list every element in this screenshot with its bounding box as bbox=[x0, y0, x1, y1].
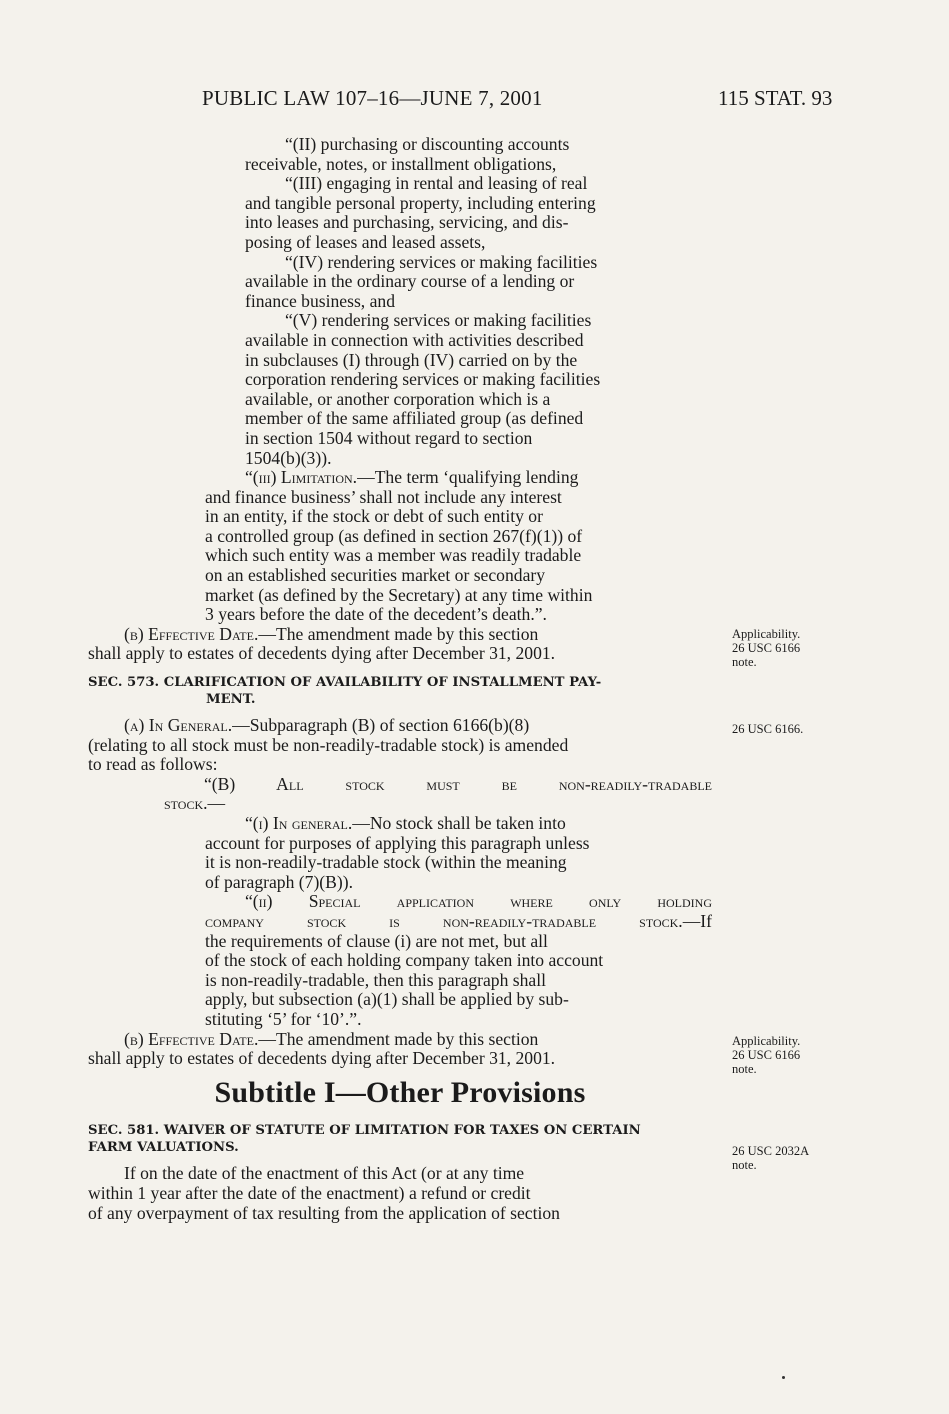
section-573-heading: SEC. 573. CLARIFICATION OF AVAILABILITY OF INSTALLMENT PAY- MENT. bbox=[88, 675, 602, 708]
subclause-V: “(V) rendering services or making facilities available in connection with activities described in subclauses (I) through (IV) carried on by the corporation rendering services or making facilities available, or another corporation which is a member of the same affiliated group (as defined in section 1504 without regard to section 1504(b)(3)). bbox=[245, 310, 601, 468]
effective-date-572: (b) Effective Date.—The amendment made by this section shall apply to estates of decedents dying after December 31, 2001. bbox=[88, 623, 556, 664]
clause-ii-special-application: “(ii) Special application where only holding company stock is non-readily-tradable stock.—If the requirements of clause (i) are not met, but all of the stock of each holding company taken into account is non-readily-tradable, then this paragraph shall apply, but subsection (a)(1) shall be applied by sub- stituting ‘5’ for ‘10’.”. bbox=[205, 891, 712, 1029]
section-573-a: (a) In General.—Subparagraph (B) of section 6166(b)(8) (relating to all stock must be non-readily-tradable stock) is amended to read as follows: bbox=[88, 715, 569, 775]
section-581-body: If on the date of the enactment of this Act (or at any time within 1 year after the date of the enactment) a refund or credit of any overpayment of tax resulting from the application of section bbox=[88, 1163, 560, 1223]
margin-note-applicability-2: Applicability. 26 USC 6166 note. bbox=[732, 1034, 801, 1076]
running-header-title: PUBLIC LAW 107–16—JUNE 7, 2001 bbox=[202, 86, 543, 110]
scan-speck bbox=[782, 1376, 785, 1379]
subclause-IV: “(IV) rendering services or making facilities available in the ordinary course of a lending or finance business, and bbox=[245, 251, 598, 311]
subclause-II: “(II) purchasing or discounting accounts receivable, notes, or installment obligations, bbox=[245, 134, 570, 174]
clause-iii-limitation: “(iii) Limitation.—The term ‘qualifying lending and finance business’ shall not include any interest in an entity, if the stock or debt of such entity or a controlled group (as defined in section 267(f)(1)) of which such entity was a member was readily tradable on an established securities market or secondary market (as defined by the Secretary) at any time within 3 years before the date of the decedent’s death.”. bbox=[205, 467, 593, 625]
running-header-stat: 115 STAT. 93 bbox=[718, 86, 833, 110]
margin-note-usc-6166: 26 USC 6166. bbox=[732, 722, 804, 736]
clause-i-in-general: “(i) In general.—No stock shall be taken into account for purposes of applying this paragraph unless it is non-readily-tradable stock (within the meaning of paragraph (7)(B)). bbox=[205, 813, 590, 892]
section-572-continuation bbox=[88, 135, 712, 1223]
effective-date-573: (b) Effective Date.—The amendment made by this section shall apply to estates of decedents dying after December 31, 2001. bbox=[88, 1028, 556, 1069]
section-581-heading: SEC. 581. WAIVER OF STATUTE OF LIMITATION FOR TAXES ON CERTAIN FARM VALUATIONS. bbox=[88, 1123, 641, 1156]
subtitle-heading: Subtitle I—Other Provisions bbox=[214, 1075, 586, 1109]
subclause-III: “(III) engaging in rental and leasing of real and tangible personal property, including entering into leases and purchasing, servicing, and dis- posing of leases and leased assets, bbox=[245, 173, 596, 252]
margin-note-usc-2032a: 26 USC 2032A note. bbox=[732, 1144, 810, 1172]
subparagraph-B-heading: “(B) All stock must be non-readily-tradable stock.— bbox=[164, 773, 712, 814]
margin-note-applicability-1: Applicability. 26 USC 6166 note. bbox=[732, 627, 801, 669]
